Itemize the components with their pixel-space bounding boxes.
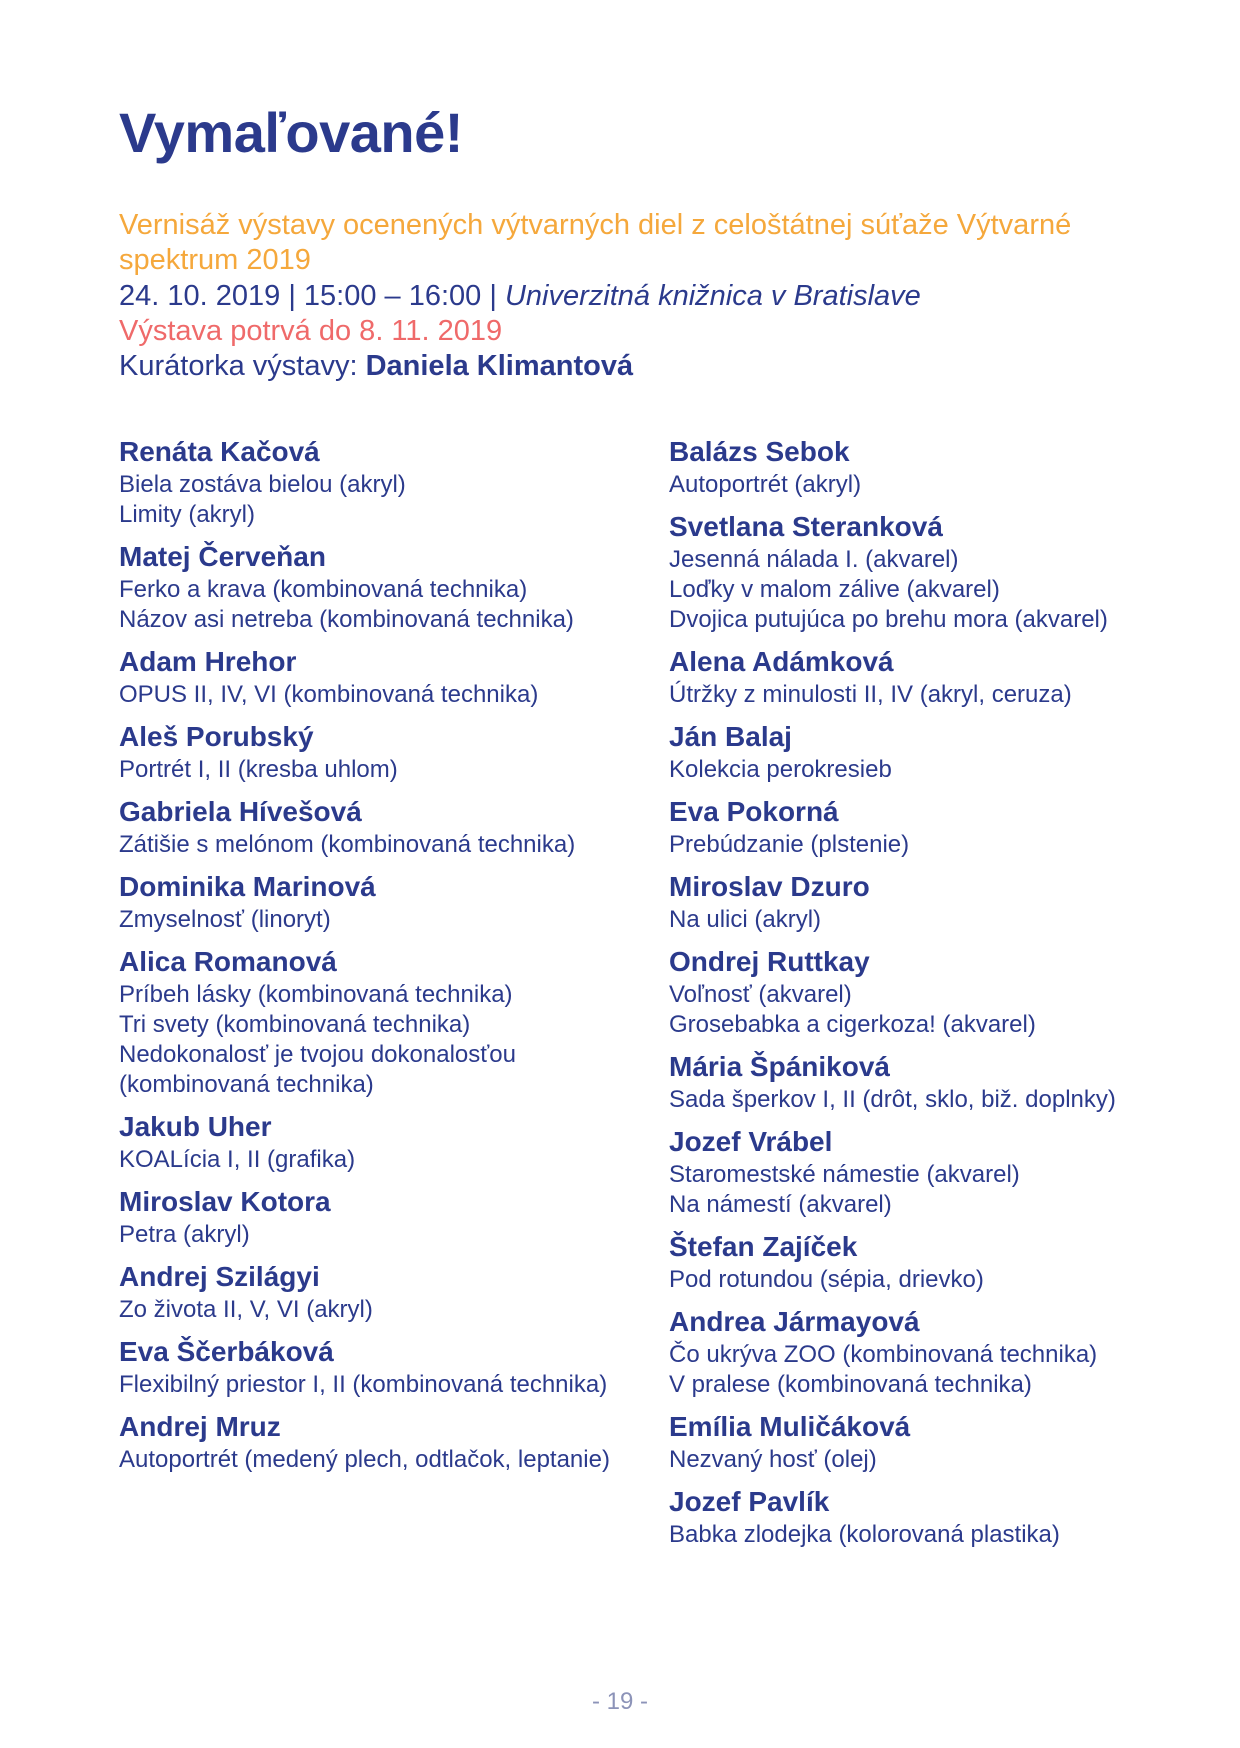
artwork-title: Grosebabka a cigerkoza! (akvarel): [669, 1011, 1036, 1038]
artwork-title: Babka zlodejka (kolorovaná plastika): [669, 1521, 1060, 1548]
artist-entry: [119, 794, 639, 860]
artist-entry: [119, 869, 639, 935]
artist-name: Dominika Marinová: [119, 871, 376, 902]
artwork-title: V pralese (kombinovaná technika): [669, 1371, 1032, 1398]
artist-name: Andrea Jármayová: [669, 1306, 920, 1337]
artwork-title: Limity (akryl): [119, 501, 255, 528]
artist-entry: [119, 434, 639, 530]
artist-entry: [669, 1124, 1189, 1220]
artist-name: Ondrej Ruttkay: [669, 946, 870, 977]
artist-name: Jozef Pavlík: [669, 1486, 830, 1517]
artist-entry: [119, 1409, 639, 1475]
artwork-title: KOALícia I, II (grafika): [119, 1146, 356, 1173]
artwork-title: Ferko a krava (kombinovaná technika): [119, 576, 528, 603]
artwork-title: Kolekcia perokresieb: [669, 756, 892, 783]
artist-name: Andrej Szilágyi: [119, 1261, 320, 1292]
artwork-title: Voľnosť (akvarel): [669, 981, 852, 1008]
artwork-title: Jesenná nálada I. (akvarel): [669, 546, 959, 573]
artist-name: Balázs Sebok: [669, 436, 850, 467]
artist-entry: [119, 539, 639, 635]
artist-name: Andrej Mruz: [119, 1411, 281, 1442]
artwork-title: Biela zostáva bielou (akryl): [119, 471, 406, 498]
artist-entry: [119, 1109, 639, 1175]
artist-name: Miroslav Dzuro: [669, 871, 870, 902]
artist-entry: [669, 1049, 1189, 1115]
artist-entry: [119, 944, 639, 1100]
curator-label: Kurátorka výstavy:: [119, 350, 358, 382]
artist-list-left: [119, 434, 639, 1484]
artist-list-right: [669, 434, 1189, 1559]
artist-name: Alena Adámková: [669, 646, 894, 677]
artist-name: Miroslav Kotora: [119, 1186, 331, 1217]
artist-name: Ján Balaj: [669, 721, 792, 752]
artwork-title: Autoportrét (akryl): [669, 471, 862, 498]
artist-name: Štefan Zajíček: [669, 1231, 858, 1262]
artist-entry: [119, 644, 639, 710]
artwork-title: Útržky z minulosti II, IV (akryl, ceruza): [669, 681, 1072, 708]
artwork-title: Na námestí (akvarel): [669, 1191, 892, 1218]
artist-name: Svetlana Steranková: [669, 511, 943, 542]
artwork-title: Názov asi netreba (kombinovaná technika): [119, 606, 574, 633]
event-venue: Univerzitná knižnica v Bratislave: [504, 280, 921, 312]
artist-entry: [669, 1484, 1189, 1550]
artwork-title: Čo ukrýva ZOO (kombinovaná technika): [669, 1341, 1098, 1368]
artist-entry: [119, 1334, 639, 1400]
page-title: Vymaľované!: [119, 101, 463, 164]
artist-name: Eva Pokorná: [669, 796, 839, 827]
artist-entry: [669, 719, 1189, 785]
curator-name: Daniela Klimantová: [365, 350, 634, 382]
artist-name: Jakub Uher: [119, 1111, 272, 1142]
artist-entry: [669, 509, 1189, 635]
artwork-title: Tri svety (kombinovaná technika): [119, 1011, 471, 1038]
artwork-title: Na ulici (akryl): [669, 906, 822, 933]
artist-name: Gabriela Hívešová: [119, 796, 362, 827]
artist-name: Adam Hrehor: [119, 646, 297, 677]
artist-name: Emília Muličáková: [669, 1411, 911, 1442]
artist-entry: [669, 644, 1189, 710]
artist-entry: [669, 869, 1189, 935]
event-dateline: [119, 279, 921, 314]
artist-name: Matej Červeňan: [119, 541, 326, 572]
artwork-title: Nedokonalosť je tvojou dokonalosťou (kombinovaná technika): [119, 1041, 516, 1098]
curator-line: [119, 349, 633, 384]
event-date-time: 24. 10. 2019 | 15:00 – 16:00 |: [119, 280, 497, 312]
artist-entry: [119, 719, 639, 785]
artwork-title: Petra (akryl): [119, 1221, 250, 1248]
exhibition-duration: Výstava potrvá do 8. 11. 2019: [119, 315, 503, 347]
artist-entry: [119, 1259, 639, 1325]
artist-entry: [669, 1409, 1189, 1475]
artwork-title: OPUS II, IV, VI (kombinovaná technika): [119, 681, 539, 708]
artwork-title: Zmyselnosť (linoryt): [119, 906, 331, 933]
artwork-title: Portrét I, II (kresba uhlom): [119, 756, 398, 783]
artwork-title: Autoportrét (medený plech, odtlačok, leptanie): [119, 1446, 610, 1473]
artist-entry: [669, 1304, 1189, 1400]
artist-name: Aleš Porubský: [119, 721, 314, 752]
artwork-title: Prebúdzanie (plstenie): [669, 831, 910, 858]
artist-name: Eva Ščerbáková: [119, 1336, 334, 1367]
artist-name: Jozef Vrábel: [669, 1126, 833, 1157]
artist-name: Renáta Kačová: [119, 436, 320, 467]
artist-entry: [669, 944, 1189, 1040]
artist-entry: [669, 794, 1189, 860]
artist-name: Mária Špániková: [669, 1051, 890, 1082]
artwork-title: Pod rotundou (sépia, drievko): [669, 1266, 984, 1293]
artist-entry: [119, 1184, 639, 1250]
artwork-title: Nezvaný hosť (olej): [669, 1446, 877, 1473]
artwork-title: Zo života II, V, VI (akryl): [119, 1296, 373, 1323]
artwork-title: Príbeh lásky (kombinovaná technika): [119, 981, 513, 1008]
artwork-title: Flexibilný priestor I, II (kombinovaná technika): [119, 1371, 608, 1398]
artwork-title: Dvojica putujúca po brehu mora (akvarel): [669, 606, 1108, 633]
exhibition-subtitle: Vernisáž výstavy ocenených výtvarných diel z celoštátnej súťaže Výtvarné spektrum 2019: [119, 209, 1072, 276]
artist-entry: [669, 434, 1189, 500]
artwork-title: Staromestské námestie (akvarel): [669, 1161, 1020, 1188]
artist-entry: [669, 1229, 1189, 1295]
artwork-title: Loďky v malom zálive (akvarel): [669, 576, 1000, 603]
artwork-title: Zátišie s melónom (kombinovaná technika): [119, 831, 576, 858]
page-number: - 19 -: [591, 1688, 648, 1715]
artwork-title: Sada šperkov I, II (drôt, sklo, biž. doplnky): [669, 1086, 1116, 1113]
artist-name: Alica Romanová: [119, 946, 337, 977]
